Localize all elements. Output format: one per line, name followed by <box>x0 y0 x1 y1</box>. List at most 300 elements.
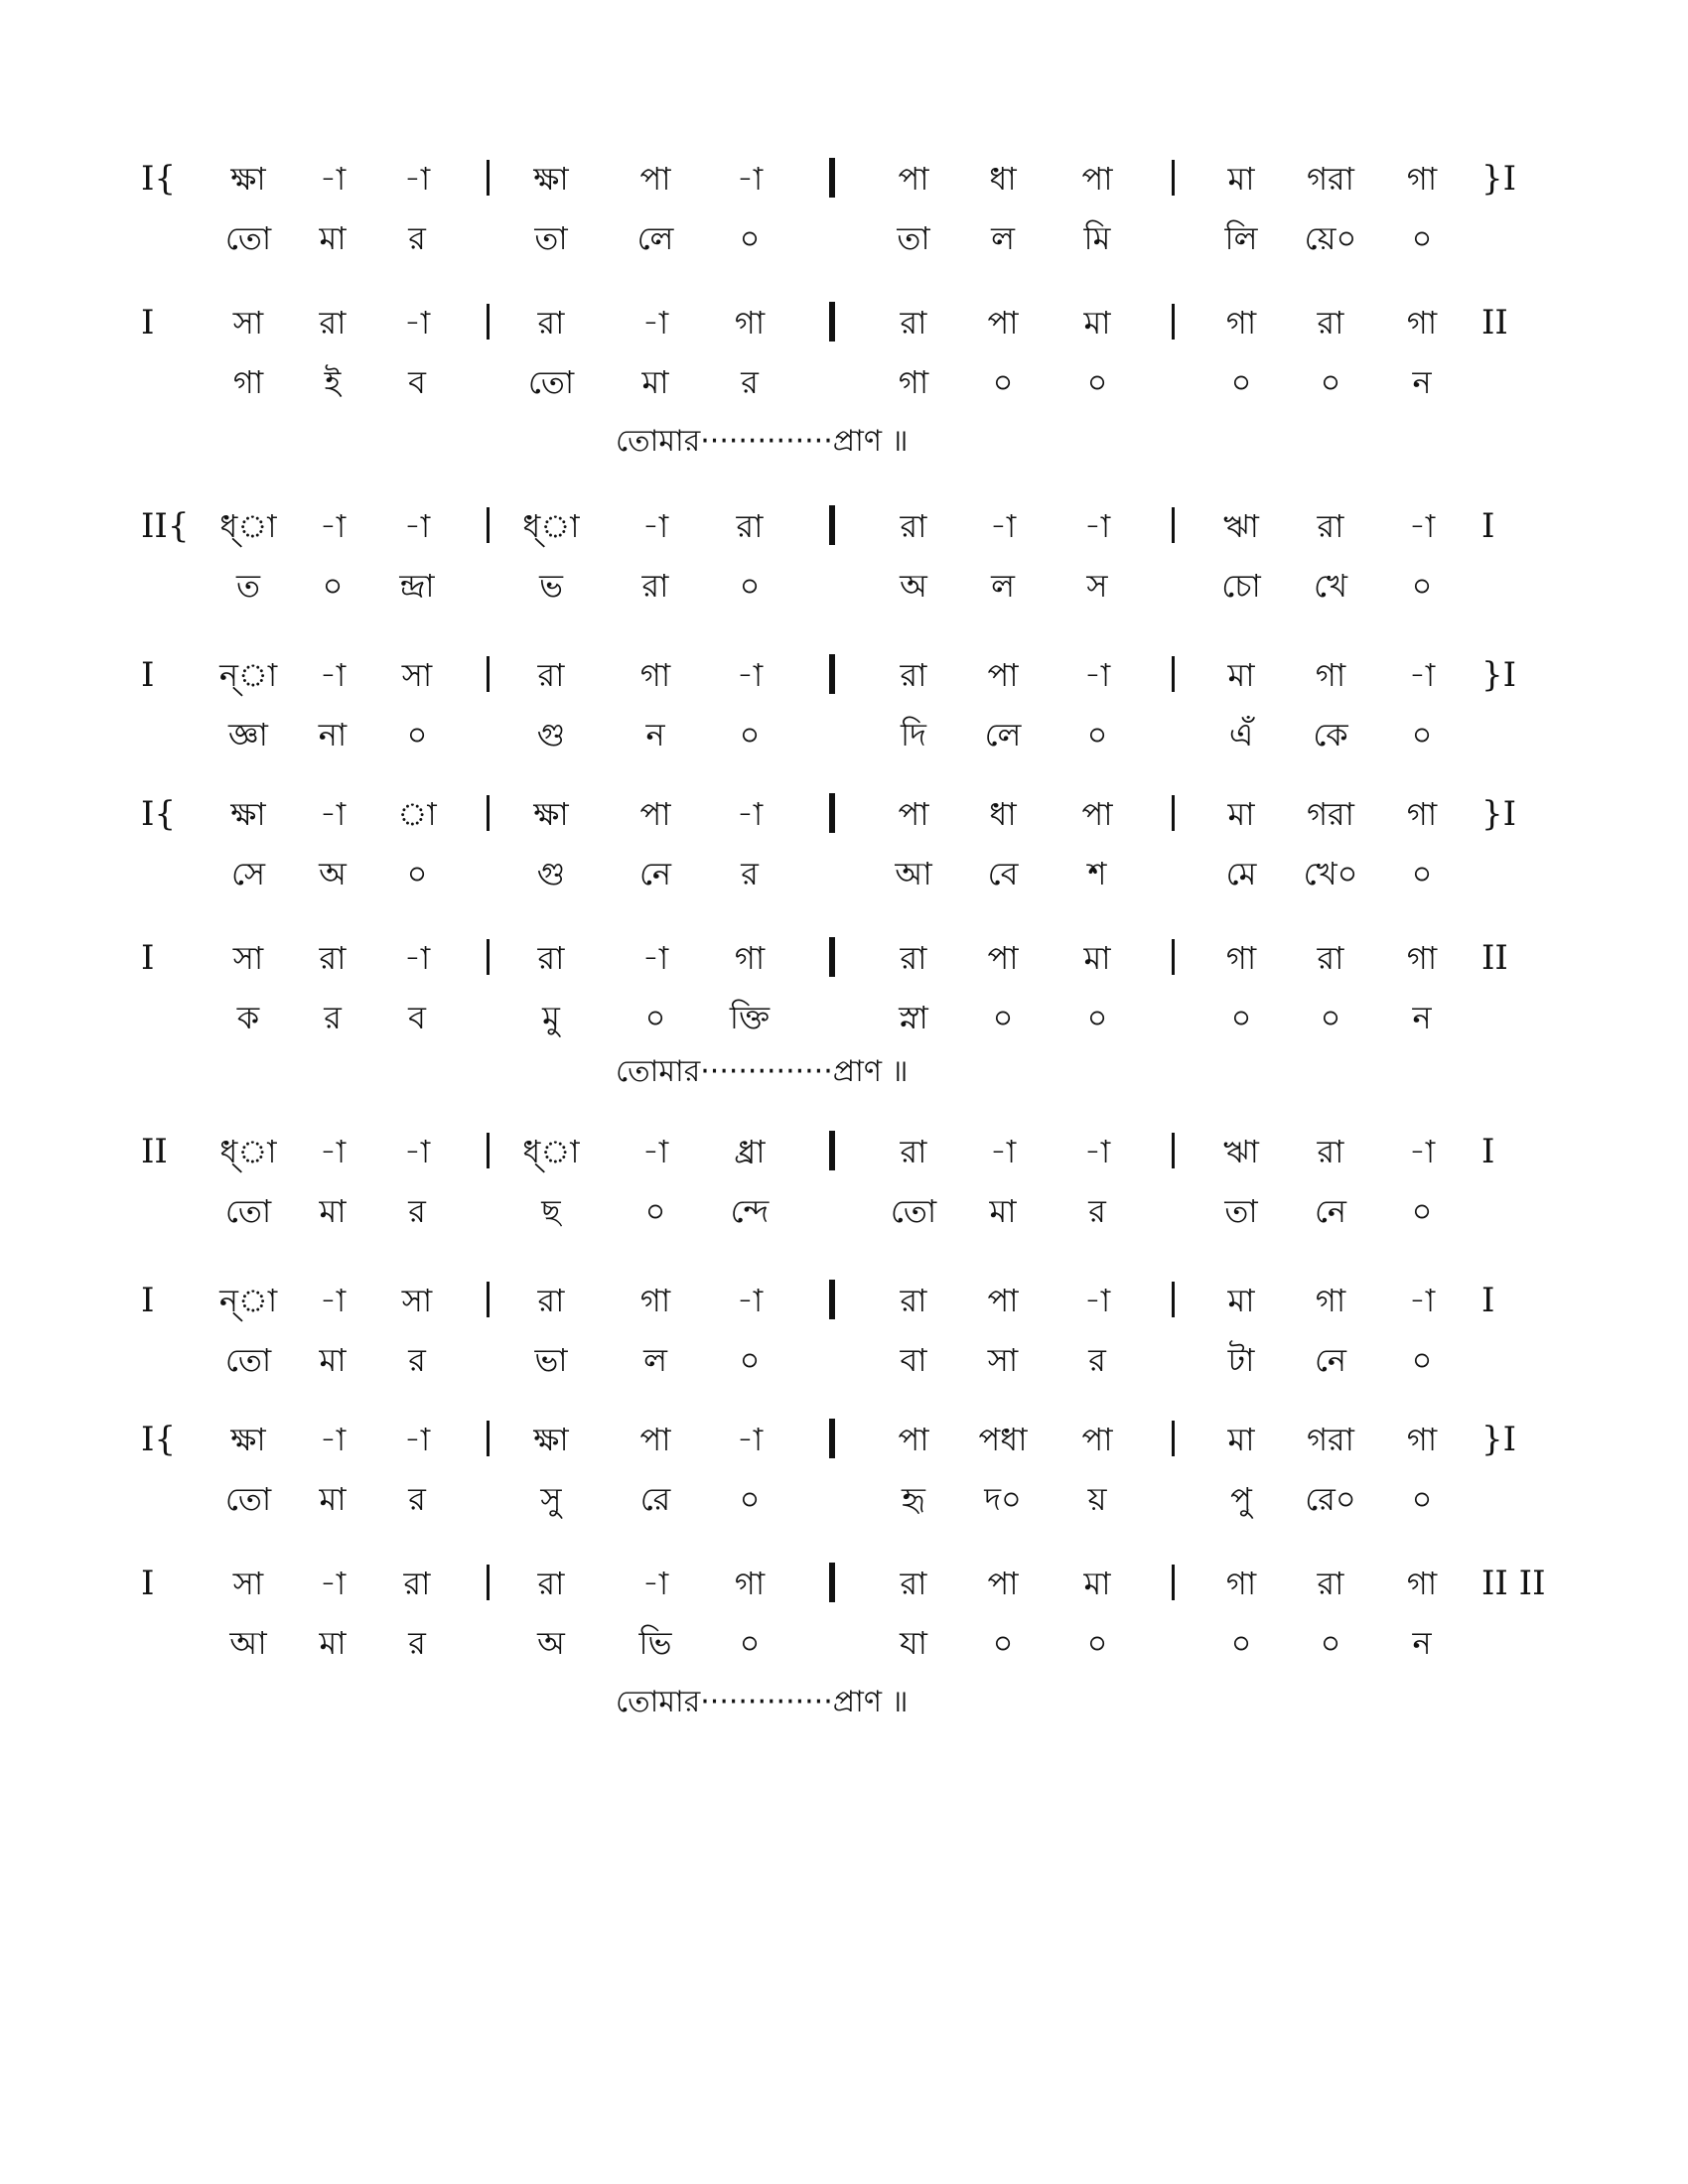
lyric-syllable: নে <box>638 855 672 892</box>
lyric-syllable: ০ <box>739 219 761 257</box>
swara-note: গা <box>1406 1565 1438 1602</box>
swara-note: -া <box>641 1565 669 1602</box>
notation-row <box>0 789 1688 839</box>
lyric-syllable: ল <box>991 219 1015 257</box>
swara-note: ধ্া <box>219 1133 277 1170</box>
measure-barline <box>829 937 835 977</box>
swara-note: পা <box>898 160 929 198</box>
swara-note: -া <box>641 939 669 977</box>
lyric-syllable: মা <box>319 1341 347 1379</box>
lyric-syllable: দি <box>901 716 926 753</box>
swara-note: রা <box>736 507 764 545</box>
lyric-syllable: গু <box>536 716 566 753</box>
notation-row <box>0 1276 1688 1325</box>
swara-note: ধ্া <box>219 507 277 545</box>
lyric-syllable: তো <box>224 1192 272 1230</box>
refrain-line: তোমার··············প্রাণ ॥ <box>616 1054 909 1089</box>
swara-note: -া <box>736 795 764 833</box>
lyric-syllable: র <box>408 219 426 257</box>
measure-barline <box>829 1419 835 1458</box>
lyric-syllable: ব <box>408 999 426 1036</box>
lyric-syllable: রা <box>641 567 669 605</box>
beat-barline <box>487 1565 490 1600</box>
lyric-syllable: ক <box>236 999 260 1036</box>
lyric-syllable: ০ <box>1230 363 1252 401</box>
swara-note: -া <box>319 1282 347 1319</box>
lyric-syllable: এঁ <box>1228 716 1254 753</box>
swara-note: -া <box>736 656 764 694</box>
swara-note: গা <box>1406 160 1438 198</box>
start-barline-mark: I{ <box>141 794 177 834</box>
swara-note: মা <box>1227 160 1255 198</box>
swara-note: ধা <box>989 160 1017 198</box>
lyric-syllable: র <box>1088 1341 1106 1379</box>
measure-barline <box>829 505 835 545</box>
lyric-syllable: যা <box>900 1624 927 1662</box>
swara-note: মা <box>1227 795 1255 833</box>
notation-row <box>0 650 1688 700</box>
refrain-line: তোমার··············প্রাণ ॥ <box>616 424 909 459</box>
swara-note: -া <box>319 160 347 198</box>
lyric-syllable: ০ <box>1411 1192 1433 1230</box>
swara-note: ক্ষা <box>533 160 569 198</box>
lyric-syllable: তো <box>527 363 575 401</box>
swara-note: -া <box>641 1133 669 1170</box>
swara-note: ধ্রা <box>734 1133 766 1170</box>
swara-note: পা <box>1081 160 1113 198</box>
swara-note: -া <box>736 1282 764 1319</box>
lyric-syllable: ন্দ্রা <box>399 567 435 605</box>
swara-note: গরা <box>1307 1421 1354 1458</box>
swara-note: -া <box>319 795 347 833</box>
lyric-syllable: লে <box>984 716 1022 753</box>
swara-note: গা <box>734 939 766 977</box>
swara-note: -া <box>1083 1133 1111 1170</box>
swara-note: রা <box>537 1282 565 1319</box>
swara-note: পা <box>987 656 1019 694</box>
swara-note: ঋা <box>1223 507 1259 545</box>
swara-note: গা <box>1406 304 1438 341</box>
lyrics-row <box>0 357 1688 407</box>
swara-note: রা <box>537 939 565 977</box>
beat-barline <box>487 160 490 196</box>
lyrics-row <box>0 1186 1688 1236</box>
lyric-syllable: গা <box>898 363 929 401</box>
lyric-syllable: ন <box>645 716 665 753</box>
lyrics-row <box>0 1618 1688 1668</box>
swara-note: রা <box>1317 1133 1344 1170</box>
swara-note: পধা <box>978 1421 1028 1458</box>
lyrics-row <box>0 1474 1688 1524</box>
lyric-syllable: আ <box>895 855 932 892</box>
lyric-syllable: ন <box>1412 1624 1432 1662</box>
swara-note: রা <box>1317 507 1344 545</box>
notation-row <box>0 933 1688 983</box>
lyric-syllable: বে <box>987 855 1019 892</box>
lyric-syllable: র <box>408 1192 426 1230</box>
end-barline-mark: II <box>1481 303 1508 342</box>
lyric-syllable: খে০ <box>1303 855 1358 892</box>
lyric-syllable: ল <box>991 567 1015 605</box>
swara-note: গা <box>734 1565 766 1602</box>
beat-barline <box>1172 1565 1175 1600</box>
swara-note: সা <box>401 1282 433 1319</box>
swara-note: পা <box>1081 795 1113 833</box>
start-barline-mark: I <box>141 938 155 978</box>
swara-note: রা <box>900 939 927 977</box>
lyric-syllable: তা <box>897 219 930 257</box>
lyric-syllable: ল <box>643 1341 667 1379</box>
swara-note: -া <box>319 656 347 694</box>
lyric-syllable: ০ <box>739 1341 761 1379</box>
lyric-syllable: ০ <box>1320 999 1341 1036</box>
lyric-syllable: গা <box>232 363 264 401</box>
swara-note: মা <box>1083 304 1111 341</box>
lyric-syllable: তো <box>890 1192 937 1230</box>
lyric-syllable: রে০ <box>1305 1480 1356 1518</box>
swara-note: রা <box>900 1282 927 1319</box>
swara-note: রা <box>1317 939 1344 977</box>
lyric-syllable: লে <box>636 219 674 257</box>
lyric-syllable: তো <box>224 1341 272 1379</box>
lyric-syllable: টা <box>1227 1341 1255 1379</box>
lyric-syllable: ০ <box>1411 1341 1433 1379</box>
beat-barline <box>487 507 490 543</box>
lyric-syllable: তা <box>534 219 568 257</box>
beat-barline <box>487 1133 490 1168</box>
beat-barline <box>1172 160 1175 196</box>
lyric-syllable: ন্দে <box>730 1192 770 1230</box>
lyric-syllable: রে <box>639 1480 671 1518</box>
lyric-syllable: মা <box>319 1192 347 1230</box>
swara-note: মা <box>1227 1282 1255 1319</box>
swara-note: -া <box>1083 507 1111 545</box>
lyric-syllable: তো <box>224 219 272 257</box>
lyric-syllable: ০ <box>1411 567 1433 605</box>
beat-barline <box>1172 795 1175 831</box>
lyric-syllable: ০ <box>406 855 428 892</box>
beat-barline <box>1172 939 1175 975</box>
start-barline-mark: I{ <box>141 159 177 199</box>
lyric-syllable: মা <box>641 363 669 401</box>
lyric-syllable: ০ <box>992 363 1014 401</box>
notation-row <box>0 501 1688 551</box>
swara-note: ক্ষা <box>230 160 266 198</box>
beat-barline <box>1172 656 1175 692</box>
lyric-syllable: ০ <box>1411 219 1433 257</box>
lyric-syllable: ০ <box>1411 1480 1433 1518</box>
lyric-syllable: ০ <box>1230 1624 1252 1662</box>
swara-note: রা <box>319 939 347 977</box>
lyric-syllable: সে <box>230 855 266 892</box>
swara-note: গা <box>734 304 766 341</box>
swara-note: রা <box>900 656 927 694</box>
swara-note: ধ্া <box>522 507 580 545</box>
lyric-syllable: র <box>324 999 342 1036</box>
end-barline-mark: }I <box>1481 794 1517 834</box>
lyric-syllable: ভ <box>539 567 563 605</box>
measure-barline <box>829 793 835 833</box>
swara-note: -া <box>403 507 431 545</box>
lyric-syllable: ০ <box>406 716 428 753</box>
beat-barline <box>487 656 490 692</box>
lyric-syllable: অ <box>319 855 347 892</box>
lyric-syllable: ন <box>1412 363 1432 401</box>
notation-row <box>0 1559 1688 1608</box>
swara-note: -া <box>1408 1133 1436 1170</box>
lyrics-row <box>0 213 1688 263</box>
lyric-syllable: দ০ <box>984 1480 1022 1518</box>
lyric-syllable: র <box>408 1341 426 1379</box>
lyric-syllable: ০ <box>322 567 344 605</box>
swara-note: পা <box>639 160 671 198</box>
swara-note: গা <box>1315 1282 1346 1319</box>
swara-note: -া <box>641 304 669 341</box>
swara-note: গা <box>1406 795 1438 833</box>
swara-note: গা <box>1406 939 1438 977</box>
lyrics-row <box>0 993 1688 1042</box>
end-barline-mark: I <box>1481 1132 1495 1171</box>
swara-note: রা <box>1317 1565 1344 1602</box>
swara-note: -া <box>319 507 347 545</box>
lyric-syllable: শ <box>1087 855 1107 892</box>
lyric-syllable: ০ <box>992 999 1014 1036</box>
swara-note: মা <box>1227 656 1255 694</box>
beat-barline <box>487 1282 490 1317</box>
swara-note: সা <box>232 304 264 341</box>
beat-barline <box>487 1421 490 1456</box>
swara-note: পা <box>987 1282 1019 1319</box>
lyric-syllable: ০ <box>1411 716 1433 753</box>
swara-note: ন্া <box>218 1282 278 1319</box>
lyric-syllable: ক্তি <box>729 999 771 1036</box>
swara-note: ধ্া <box>522 1133 580 1170</box>
swara-note: -া <box>1083 1282 1111 1319</box>
swara-note: রা <box>319 304 347 341</box>
swara-note: -া <box>736 160 764 198</box>
swara-note: গা <box>1225 1565 1257 1602</box>
swara-note: -া <box>319 1565 347 1602</box>
lyric-syllable: নে <box>1314 1341 1347 1379</box>
swara-note: পা <box>639 795 671 833</box>
start-barline-mark: II{ <box>141 506 190 546</box>
swara-note: ধা <box>989 795 1017 833</box>
beat-barline <box>1172 507 1175 543</box>
lyric-syllable: য় <box>1087 1480 1107 1518</box>
measure-barline <box>829 302 835 341</box>
swara-note: গরা <box>1307 160 1354 198</box>
measure-barline <box>829 1280 835 1319</box>
end-barline-mark: II II <box>1481 1564 1546 1603</box>
swara-note: গা <box>639 656 671 694</box>
lyric-syllable: ত <box>235 567 260 605</box>
measure-barline <box>829 1131 835 1170</box>
swara-note: -া <box>319 1421 347 1458</box>
start-barline-mark: I <box>141 1281 155 1320</box>
lyric-syllable: ০ <box>739 1480 761 1518</box>
lyric-syllable: ০ <box>992 1624 1014 1662</box>
lyric-syllable: মা <box>319 1480 347 1518</box>
lyric-syllable: বা <box>900 1341 927 1379</box>
lyrics-row <box>0 561 1688 611</box>
lyric-syllable: না <box>318 716 348 753</box>
lyric-syllable: ব <box>408 363 426 401</box>
beat-barline <box>487 304 490 340</box>
swara-note: -া <box>1083 656 1111 694</box>
swara-note: রা <box>403 1565 431 1602</box>
lyric-syllable: ০ <box>644 999 666 1036</box>
lyric-syllable: র <box>741 363 759 401</box>
swara-note: -া <box>403 160 431 198</box>
lyric-syllable: তো <box>224 1480 272 1518</box>
swara-note: রা <box>537 656 565 694</box>
notation-row <box>0 154 1688 204</box>
refrain-line: তোমার··············প্রাণ ॥ <box>616 1685 909 1719</box>
lyric-syllable: মা <box>319 219 347 257</box>
end-barline-mark: }I <box>1481 159 1517 199</box>
lyric-syllable: স <box>1086 567 1108 605</box>
lyric-syllable: আ <box>229 1624 267 1662</box>
swara-note: মা <box>1083 1565 1111 1602</box>
end-barline-mark: }I <box>1481 1420 1517 1459</box>
lyric-syllable: ন <box>1412 999 1432 1036</box>
swara-note: -া <box>989 507 1017 545</box>
swara-note: পা <box>987 304 1019 341</box>
swara-note: -া <box>736 1421 764 1458</box>
notation-row <box>0 1127 1688 1176</box>
swara-note: ক্ষা <box>533 795 569 833</box>
swara-note: পা <box>898 1421 929 1458</box>
lyric-syllable: কে <box>1313 716 1348 753</box>
swara-note: মা <box>1227 1421 1255 1458</box>
swara-note: -া <box>1408 507 1436 545</box>
lyric-syllable: র <box>408 1624 426 1662</box>
lyrics-row <box>0 1335 1688 1385</box>
lyric-syllable: ০ <box>1320 363 1341 401</box>
swara-note: পা <box>987 939 1019 977</box>
start-barline-mark: I{ <box>141 1420 177 1459</box>
lyric-syllable: য়ে০ <box>1304 219 1357 257</box>
swara-note: রা <box>900 507 927 545</box>
swara-note: রা <box>900 1565 927 1602</box>
swara-note: -া <box>403 939 431 977</box>
lyric-syllable: ০ <box>1411 855 1433 892</box>
lyric-syllable: অ <box>900 567 927 605</box>
end-barline-mark: II <box>1481 938 1508 978</box>
lyrics-row <box>0 710 1688 759</box>
lyric-syllable: সু <box>540 1480 562 1518</box>
lyric-syllable: ০ <box>1230 999 1252 1036</box>
swara-note: পা <box>1081 1421 1113 1458</box>
swara-note: রা <box>537 1565 565 1602</box>
lyric-syllable: ই <box>324 363 342 401</box>
beat-barline <box>1172 1421 1175 1456</box>
lyric-syllable: সা <box>987 1341 1019 1379</box>
lyrics-row <box>0 849 1688 898</box>
swara-note: গা <box>1406 1421 1438 1458</box>
lyric-syllable: ০ <box>1086 1624 1108 1662</box>
measure-barline <box>829 654 835 694</box>
swara-note: গরা <box>1307 795 1354 833</box>
swara-note: ঋা <box>1223 1133 1259 1170</box>
notation-row <box>0 298 1688 347</box>
swara-note: ক্ষা <box>230 795 266 833</box>
swara-note: -া <box>319 1133 347 1170</box>
swara-note: সা <box>401 656 433 694</box>
swara-note: রা <box>900 304 927 341</box>
lyric-syllable: নে <box>1314 1192 1347 1230</box>
end-barline-mark: I <box>1481 506 1495 546</box>
lyric-syllable: তা <box>1224 1192 1258 1230</box>
swara-note: সা <box>232 939 264 977</box>
lyric-syllable: ভা <box>534 1341 568 1379</box>
swara-note: ক্ষা <box>533 1421 569 1458</box>
lyric-syllable: অ <box>537 1624 565 1662</box>
swara-note: গা <box>1315 656 1346 694</box>
swara-note: রা <box>537 304 565 341</box>
notation-row <box>0 1415 1688 1464</box>
swara-note: -া <box>403 304 431 341</box>
swara-note: -া <box>403 1421 431 1458</box>
lyric-syllable: স্না <box>899 999 928 1036</box>
lyric-syllable: পু <box>1230 1480 1252 1518</box>
lyric-syllable: ০ <box>739 567 761 605</box>
start-barline-mark: I <box>141 655 155 695</box>
swara-note: রা <box>900 1133 927 1170</box>
swara-note: পা <box>987 1565 1019 1602</box>
lyric-syllable: মু <box>542 999 560 1036</box>
start-barline-mark: II <box>141 1132 168 1171</box>
swara-note: ন্া <box>218 656 278 694</box>
lyric-syllable: ০ <box>739 716 761 753</box>
swara-note: -া <box>641 507 669 545</box>
lyric-syllable: খে <box>1314 567 1347 605</box>
measure-barline <box>829 158 835 198</box>
lyric-syllable: র <box>408 1480 426 1518</box>
lyric-syllable: ০ <box>739 1624 761 1662</box>
lyric-syllable: র <box>1088 1192 1106 1230</box>
swara-note: -া <box>1408 1282 1436 1319</box>
end-barline-mark: I <box>1481 1281 1495 1320</box>
swara-note: পা <box>639 1421 671 1458</box>
lyric-syllable: ০ <box>644 1192 666 1230</box>
lyric-syllable: মি <box>1083 219 1111 257</box>
swara-note: মা <box>1083 939 1111 977</box>
beat-barline <box>487 939 490 975</box>
swara-note: গা <box>1225 939 1257 977</box>
lyric-syllable: ভি <box>638 1624 672 1662</box>
lyric-syllable: ০ <box>1320 1624 1341 1662</box>
lyric-syllable: মা <box>319 1624 347 1662</box>
lyric-syllable: ০ <box>1086 716 1108 753</box>
lyric-syllable: ছ <box>541 1192 561 1230</box>
swara-note: গা <box>639 1282 671 1319</box>
beat-barline <box>487 795 490 831</box>
lyric-syllable: ০ <box>1086 363 1108 401</box>
beat-barline <box>1172 304 1175 340</box>
start-barline-mark: I <box>141 303 155 342</box>
lyric-syllable: মে <box>1225 855 1257 892</box>
swara-note: রা <box>1317 304 1344 341</box>
lyric-syllable: গু <box>536 855 566 892</box>
lyric-syllable: জ্ঞা <box>228 716 268 753</box>
lyric-syllable: লি <box>1224 219 1258 257</box>
beat-barline <box>1172 1133 1175 1168</box>
start-barline-mark: I <box>141 1564 155 1603</box>
measure-barline <box>829 1563 835 1602</box>
lyric-syllable: ০ <box>1086 999 1108 1036</box>
lyric-syllable: র <box>741 855 759 892</box>
